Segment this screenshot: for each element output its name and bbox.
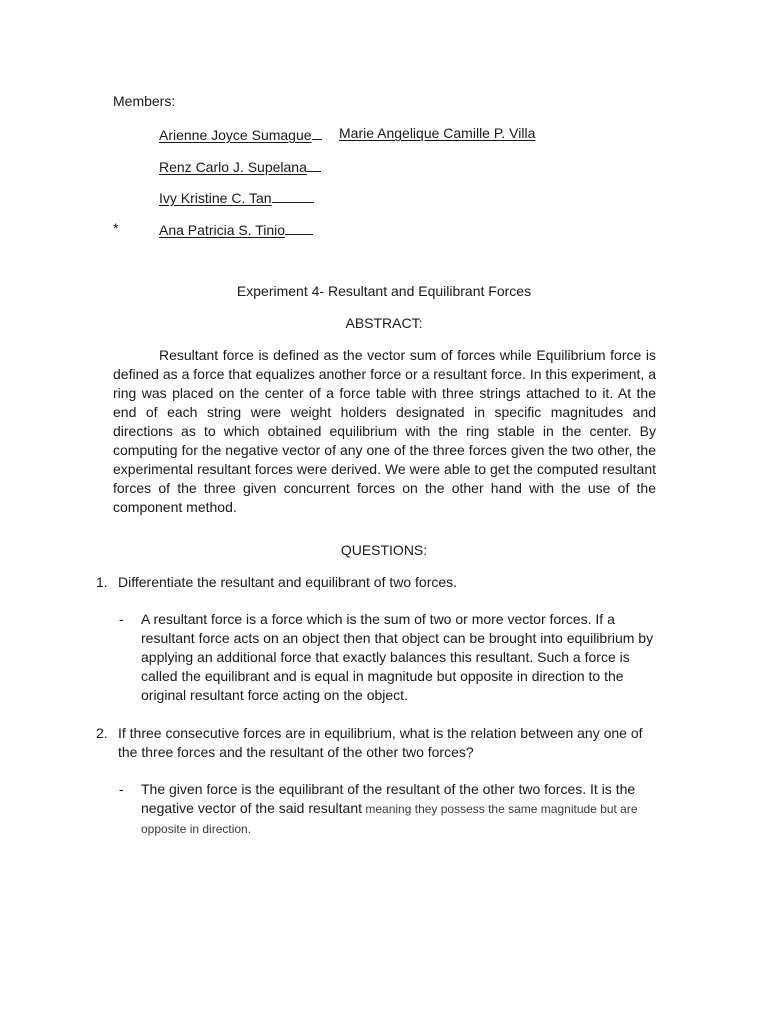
- member-name-text: Marie Angelique Camille P. Villa: [339, 125, 536, 141]
- members-label: Members:: [113, 93, 176, 109]
- experiment-title: Experiment 4- Resultant and Equilibrant Forces: [236, 283, 532, 299]
- underline-fill: [312, 125, 322, 140]
- question-number: 1.: [96, 574, 108, 590]
- question-2: [96, 724, 656, 762]
- member-name-4: [159, 188, 314, 206]
- answer-2: [119, 780, 659, 839]
- abstract-paragraph: Resultant force is defined as the vector sum of forces while Equilibrium force is defined as a force that equalizes another force or a resultant force. In this experiment, a ring was placed on the center of a force table with three strings attached to it. At the end of each string were weight holders designated in specific magnitudes and directions as to which obtained equilibrium with the ring stable in the center. By computing for the negative vector of any one of the three forces given the two other, the experimental resultant forces were derived. We were able to get the computed resultant forces of the three given concurrent forces on the other hand with the use of the component method.: [113, 347, 656, 515]
- answer-text: A resultant force is a force which is the sum of two or more vector forces. If a resultant force acts on an object then that object can be brought into equilibrium by applying an additional force that exactly balances this resultant. Such a force is called the equilibrant and is equal in magnitude but opposite in direction to the original resultant force acting on the object.: [141, 611, 654, 703]
- question-1: [96, 573, 656, 592]
- member-name-text: Ana Patricia S. Tinio: [159, 222, 286, 238]
- member-name-text: Arienne Joyce Sumague: [159, 127, 312, 143]
- member-name-3: [159, 157, 321, 175]
- question-number: 2.: [96, 725, 108, 741]
- answer-1: [119, 610, 659, 705]
- answer-dash: -: [119, 611, 124, 627]
- member-name-2: [339, 125, 535, 141]
- underline-fill: [285, 220, 313, 235]
- member-bullet: *: [113, 220, 119, 236]
- question-text: Differentiate the resultant and equilibrant of two forces.: [118, 574, 458, 590]
- answer-text: [141, 780, 659, 839]
- underline-fill: [307, 157, 321, 172]
- member-name-text: Renz Carlo J. Supelana: [159, 159, 307, 175]
- question-text: If three consecutive forces are in equilibrium, what is the relation between any one of the three forces and the resultant of the other two forces?: [118, 725, 643, 760]
- questions-heading: QUESTIONS:: [340, 542, 428, 558]
- member-name-1: [159, 125, 322, 143]
- underline-fill: [272, 188, 314, 203]
- member-name-text: Ivy Kristine C. Tan: [159, 190, 272, 206]
- answer-dash: -: [119, 781, 124, 797]
- answer-small-text: meaning they possess the same magnitude but are opposite in direction.: [141, 802, 638, 836]
- answer-main-text: The given force is the equilibrant of the resultant of the other two forces. It is the negative vector of the said resultant: [141, 781, 636, 816]
- member-name-5: [159, 220, 313, 238]
- abstract-heading: ABSTRACT:: [345, 315, 423, 331]
